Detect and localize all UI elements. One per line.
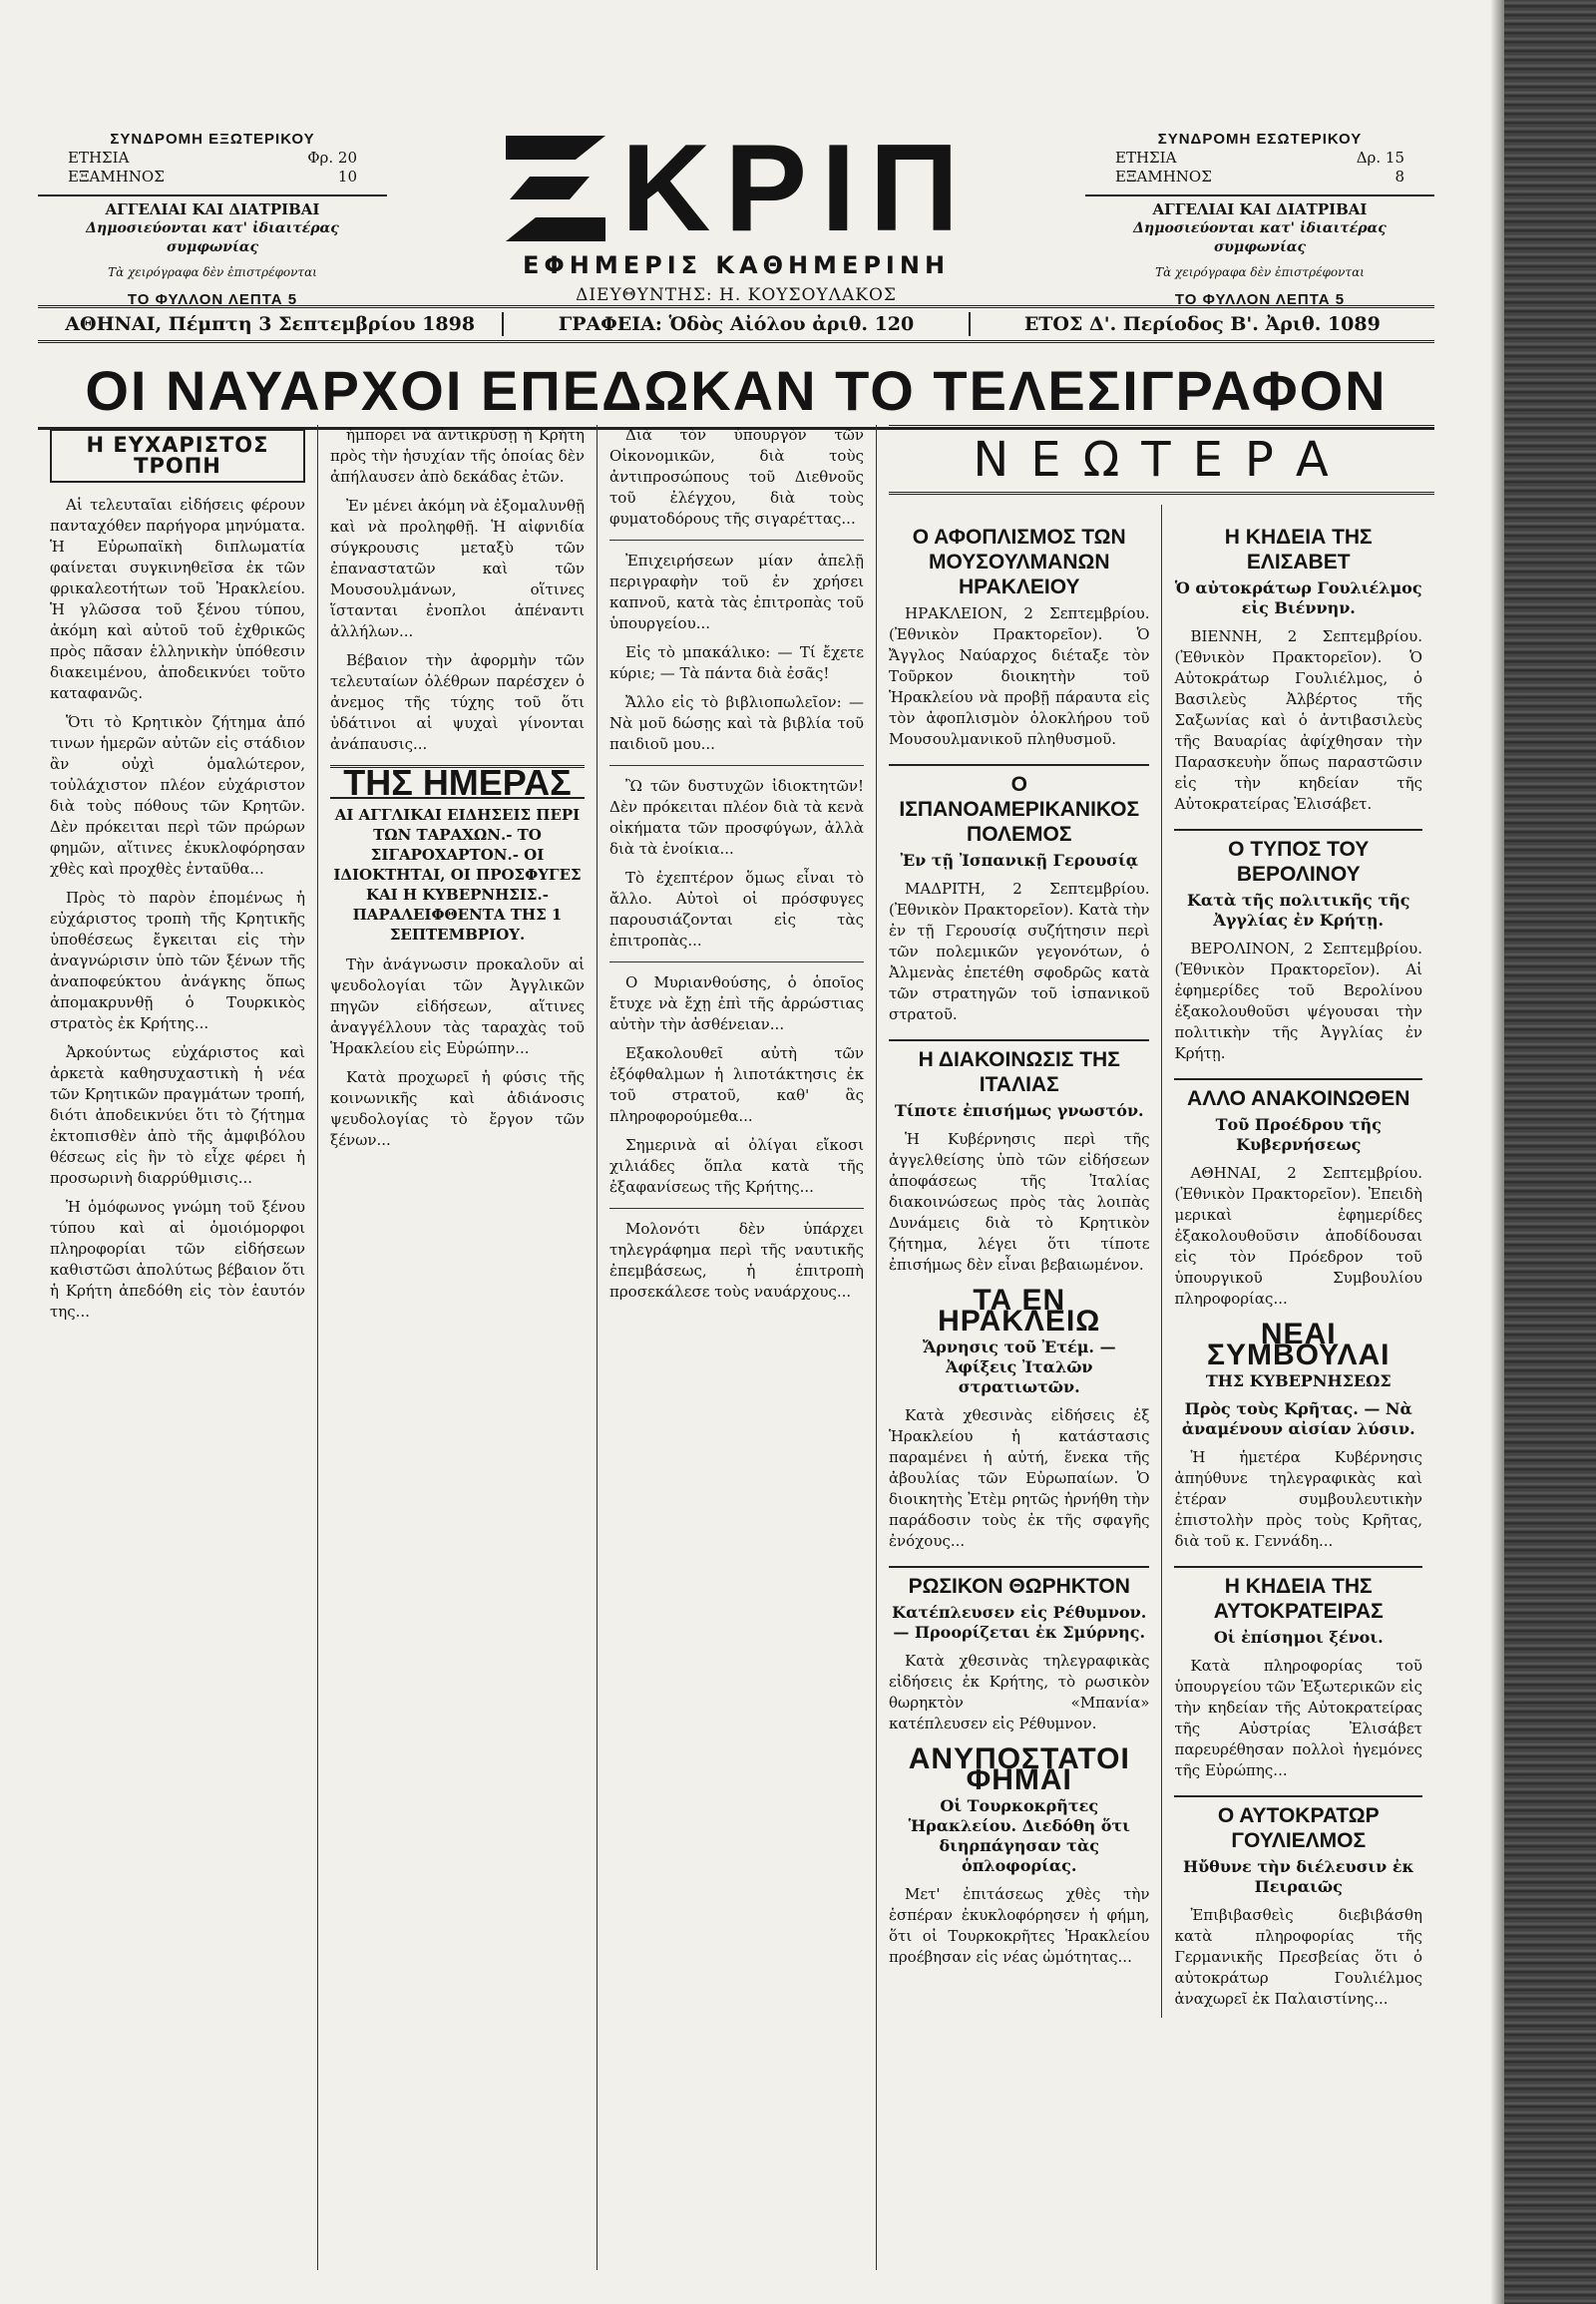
right-manuscripts-note: Τὰ χειρόγραφα δὲν ἐπιστρέφονται xyxy=(1155,265,1365,279)
news-title: ΡΩΣΙΚΟΝ ΘΩΡΗΚΤΟΝ xyxy=(889,1566,1149,1599)
article-paragraph: Ὢ τῶν δυστυχῶν ἰδιοκτητῶν! Δὲν πρόκειται πλέον διὰ τὰ κενὰ οἰκήματα τῶν προσφύγων, ἀλλὰ διὰ τὰ ἐνοίκια... xyxy=(609,777,864,858)
right-row-value: Δρ. 15 xyxy=(1356,149,1404,167)
article-paragraph: Τὸ ἐχεπτέρον ὅμως εἶναι τὸ ἄλλο. Αὐτοὶ οἱ πρόσφυγες παρουσιάζονται εἰς τὰς ἐπιτροπὰς... xyxy=(609,869,864,950)
article-paragraph: Εξακολουθεῖ αὐτὴ τῶν ἐξόφθαλμων ἡ λιποτάκτησις ἐκ τοῦ στρατοῦ, καθ' ἃς πληροφορούμεθα... xyxy=(609,1044,864,1125)
left-ads-sub: Δημοσιεύονται κατ' ἰδιαιτέρας συμφωνίας xyxy=(86,220,339,255)
news-title: Ο ΤΥΠΟΣ ΤΟΥ ΒΕΡΟΛΙΝΟΥ xyxy=(1174,829,1422,887)
news-text: ΑΘΗΝΑΙ, 2 Σεπτεμβρίου. (Ἐθνικὸν Πρακτορεῖον). Ἐπειδὴ μερικαὶ ἐφημερίδες ἐξακολουθοῦσιν ἀποδίδουσαι εἰς τὸν Πρόεδρον τοῦ ὑπουργικοῦ Συμβουλίου πληροφορίας... xyxy=(1174,1164,1422,1308)
article-paragraph: Σημερινὰ αἱ ὀλίγαι εἴκοσι χιλιάδες ὅπλα κατὰ τῆς ἐξαφανίσεως τῆς Κρήτης... xyxy=(609,1136,864,1196)
news-text: Ἡ Κυβέρνησις περὶ τῆς ἀγγελθείσης ὑπὸ τῶν εἰδήσεων ἀποφάσεως τῆς Ἰταλίας διακοινώσεως πρὸς τὰς λοιπὰς Δυνάμεις διὰ τὸ Κρητικὸν ζήτημα, λέγει ὅτι τίποτε ἐπισήμως δὲν εἶναι βεβαιωμένον. xyxy=(889,1130,1150,1274)
divider xyxy=(609,1208,864,1209)
left-row-value: Φρ. 20 xyxy=(307,149,357,167)
right-price: ΤΟ ΦΥΛΛΟΝ ΛΕΠΤΑ 5 xyxy=(1174,291,1346,308)
column-4 xyxy=(889,505,1161,2018)
left-ads-header: ΑΓΓΕΛΙΑΙ ΚΑΙ ΔΙΑΤΡΙΒΑΙ xyxy=(38,194,387,219)
news-subtitle: Ὁ αὐτοκράτωρ Γουλιέλμος εἰς Βιέννην. xyxy=(1174,578,1422,617)
right-row-label: ΕΞΑΜΗΝΟΣ xyxy=(1115,168,1212,186)
article-paragraph: Ο Μυριανθούσης, ὁ ὁποῖος ἔτυχε νὰ ἔχῃ ἐπὶ τῆς ἀρρώστιας αὐτὴν τὴν ἀσθένειαν... xyxy=(609,973,864,1033)
director-line: ΔΙΕΥΘΥΝΤΗΣ: Η. ΚΟΥΣΟΥΛΑΚΟΣ xyxy=(576,285,897,305)
section-title-tis-imeras: ΤΗΣ ΗΜΕΡΑΣ xyxy=(330,765,585,799)
news-title: Η ΔΙΑΚΟΙΝΩΣΙΣ ΤΗΣ ΙΤΑΛΙΑΣ xyxy=(889,1039,1149,1097)
news-subtitle: Ἄρνησις τοῦ Ἐτέμ. — Ἀφίξεις Ἰταλῶν στρατιωτῶν. xyxy=(922,1338,1116,1396)
column-2 xyxy=(317,425,597,2270)
news-subtitle: Τοῦ Προέδρου τῆς Κυβερνήσεως xyxy=(1215,1115,1382,1154)
news-text: Κατὰ χθεσινὰς τηλεγραφικὰς εἰδήσεις ἐκ Κρήτης, τὸ ρωσικὸν θωρηκτὸν «Μπανία» κατέπλευσεν εἰς Ρέθυμνον. xyxy=(889,1652,1150,1732)
dateline xyxy=(38,305,1434,343)
news-text: Ἡ ἡμετέρα Κυβέρνησις ἀπηύθυνε τηλεγραφικὰς καὶ ἐτέραν συμβουλευτικὴν ἐπιστολὴν πρὸς τοὺς Κρῆτας, διὰ τοῦ κ. Γεννάδη... xyxy=(1174,1448,1422,1550)
date: ΑΘΗΝΑΙ, Πέμπτη 3 Σεπτεμβρίου 1898 xyxy=(65,313,476,335)
article-paragraph: Ἐν μένει ἀκόμη νὰ ἐξομαλυνθῇ καὶ νὰ προληφθῇ. Ἡ αἰφνιδία σύγκρουσις μεταξὺ τῶν ἐπαναστατῶν καὶ τῶν Μουσουλμάνων, οἵτινες ἵστανται ἐνοπλοι ἀπέναντι ἀλλήλων... xyxy=(330,497,585,640)
news-subtitle: Πρὸς τοὺς Κρῆτας. — Νὰ ἀναμένουν αἰσίαν λύσιν. xyxy=(1181,1399,1415,1438)
news-title: ΑΛΛΟ ΑΝΑΚΟΙΝΩΘΕΝ xyxy=(1174,1078,1422,1111)
news-title: Ο ΙΣΠΑΝΟΑΜΕΡΙΚΑΝΙΚΟΣ ΠΟΛΕΜΟΣ xyxy=(889,764,1149,847)
news-title: Ο ΑΦΟΠΛΙΣΜΟΣ ΤΩΝ ΜΟΥΣΟΥΛΜΑΝΩΝ ΗΡΑΚΛΕΙΟΥ xyxy=(912,526,1126,598)
columns xyxy=(38,425,1434,2270)
news-title: Η ΚΗΔΕΙΑ ΤΗΣ ΕΛΙΣΑΒΕΤ xyxy=(1224,526,1373,574)
offices: ΓΡΑΦΕΙΑ: Ὁδὸς Αἰόλου ἀριθ. 120 xyxy=(558,313,915,335)
news-subtitle: Οἱ Τουρκοκρῆτες Ἡρακλείου. Διεδόθη ὅτι διηρπάγησαν τὰς ὁπλοφορίας. xyxy=(908,1796,1130,1875)
news-subtitle: Τίποτε ἐπισήμως γνωστόν. xyxy=(894,1101,1144,1120)
news-title: Η ΚΗΔΕΙΑ ΤΗΣ ΑΥΤΟΚΡΑΤΕΙΡΑΣ xyxy=(1174,1566,1422,1624)
left-row-label: ΕΤΗΣΙΑ xyxy=(68,149,130,167)
article-paragraph: Αἱ τελευταῖαι εἰδήσεις φέρουν πανταχόθεν παρήγορα μηνύματα. Ἡ Εὐρωπαϊκὴ διπλωματία φαίνεται συγκινηθεῖσα ἐκ τῶν φρικαλεοτήτων τοῦ Ἡρακλείου. Ἡ γλῶσσα τοῦ ξένου τύπου, ἀκόμη καὶ αὐτοῦ τοῦ ἐχθρικῶς πρὸς πᾶσαν ἑλληνικὴν ὑπόθεσιν διακειμένου, ἀποδεικνύει τοῦτο καταφανῶς. xyxy=(50,496,305,702)
news-title: ΝΕΑΙ ΣΥΜΒΟΥΛΑΙ xyxy=(1207,1318,1391,1371)
title-block xyxy=(417,120,1055,305)
left-subscription-row xyxy=(38,168,387,187)
column-3 xyxy=(597,425,876,2270)
column-5 xyxy=(1161,505,1434,2018)
masthead xyxy=(38,120,1434,339)
scan-edge-shadow xyxy=(1504,0,1596,2304)
latest-news-block xyxy=(876,425,1434,2270)
news-subtitle: Οἱ ἐπίσημοι ξένοι. xyxy=(1213,1628,1384,1647)
news-text: ΒΕΡΟΛΙΝΟΝ, 2 Σεπτεμβρίου. (Ἐθνικὸν Πρακτορεῖον). Αἱ ἐφημερίδες τοῦ Βερολίνου ἐξακολουθοῦσι ψέγουσαι τὴν πολιτικὴν τῆς Ἀγγλίας ἐν Κρήτῃ. xyxy=(1174,940,1422,1062)
section-deck: ΑΙ ΑΓΓΛΙΚΑΙ ΕΙΔΗΣΕΙΣ ΠΕΡΙ ΤΩΝ ΤΑΡΑΧΩΝ.- ΤΟ ΣΙΓΑΡΟΧΑΡΤΟΝ.- ΟΙ ΙΔΙΟΚΤΗΤΑΙ, ΟΙ ΠΡΟΣΦΥΓΕΣ ΚΑΙ Η ΚΥΒΕΡΝΗΣΙΣ.- ΠΑΡΑΛΕΙΦΘΕΝΤΑ ΤΗΣ 1 ΣΕΠΤΕΜΒΡΙΟΥ. xyxy=(333,806,582,944)
main-headline: ΟΙ ΝΑΥΑΡΧΟΙ ΕΠΕΔΩΚΑΝ ΤΟ ΤΕΛΕΣΙΓΡΑΦΟΝ xyxy=(38,359,1434,430)
article-paragraph: Ἄλλο εἰς τὸ βιβλιοπωλεῖον: — Νὰ μοῦ δώσῃς καὶ τὰ βιβλία τοῦ παιδιοῦ μου... xyxy=(609,693,864,753)
left-row-value: 10 xyxy=(337,168,357,186)
left-ear xyxy=(38,130,387,309)
article-paragraph: Τὴν ἀνάγνωσιν προκαλοῦν αἱ ψευδολογίαι τῶν Ἀγγλικῶν πηγῶν εἰδήσεων, αἵτινες ἀναγγέλλουν τὰς ταραχὰς τοῦ Ἡρακλείου εἰς Εὐρώπην... xyxy=(330,956,585,1057)
article-paragraph: Κατὰ προχωρεῖ ἡ φύσις τῆς κοινωνικῆς καὶ ἀδιάνοσις ψευδολογίας τὸ ἔργον τῶν ξένων... xyxy=(330,1068,585,1149)
article-paragraph: Ἡ ὁμόφωνος γνώμη τοῦ ξένου τύπου καὶ αἱ ὁμοιόμορφοι πληροφορίαι τῶν εἰδήσεων καθιστῶσι ἀπολύτως βέβαιον ὅτι ἡ Κρήτη ἀπεδόθη εἰς τὸν ἑαυτόν της... xyxy=(50,1198,305,1321)
news-subtitle: Ηὔθυνε τὴν διέλευσιν ἐκ Πειραιῶς xyxy=(1182,1857,1414,1896)
news-text: Ἐπιβιβασθεὶς διεβιβάσθη κατὰ πληροφορίας τῆς Γερμανικῆς Πρεσβείας ὅτι ὁ αὐτοκράτωρ Γουλιέλμος ἀναχωρεῖ ἐκ Παλαιστίνης... xyxy=(1174,1906,1422,2008)
logo-text: ΚΡΙΠ xyxy=(620,120,974,257)
news-subtitle: Ἐν τῇ Ἰσπανικῇ Γερουσίᾳ xyxy=(900,851,1139,870)
left-price: ΤΟ ΦΥΛΛΟΝ ΛΕΠΤΑ 5 xyxy=(127,291,298,308)
article-paragraph: Ἀρκούντως εὐχάριστος καὶ ἀρκετὰ καθησυχαστικὴ ἡ νέα τῶν Κρητικῶν πραγμάτων τροπή, διότι ἀποδεικνύει ὅτι τὸ ζήτημα ἐκτοπισθὲν ἀπὸ τῆς ἀμφιβόλου θέσεως εἰς ἣν τὸ εἶχε φέρει ἡ προσωρινὴ διαρρύθμισις... xyxy=(50,1043,305,1187)
news-text: Κατὰ πληροφορίας τοῦ ὑπουργείου τῶν Ἐξωτερικῶν εἰς τὴν κηδείαν τῆς Αὐτοκρατείρας τῆς Αὐστρίας Ἐλισάβετ παρευρέθησαν πολλοὶ ἡγεμόνες τῆς Εὐρώπης... xyxy=(1174,1657,1422,1779)
news-text: Μετ' ἐπιτάσεως χθὲς τὴν ἑσπέραν ἐκυκλοφόρησεν ἡ φήμη, ὅτι οἱ Τουρκοκρῆτες Ἡρακλείου προέβησαν εἰς νέας ὠμότητας... xyxy=(889,1885,1150,1966)
right-ads-sub: Δημοσιεύονται κατ' ἰδιαιτέρας συμφωνίας xyxy=(1133,220,1387,255)
right-subscription-header: ΣΥΝΔΡΟΜΗ ΕΣΩΤΕΡΙΚΟΥ xyxy=(1157,131,1363,148)
left-manuscripts-note: Τὰ χειρόγραφα δὲν ἐπιστρέφονται xyxy=(108,265,317,279)
right-row-value: 8 xyxy=(1395,168,1404,186)
news-text: ΒΙΕΝΝΗ, 2 Σεπτεμβρίου. (Ἐθνικὸν Πρακτορεῖον). Ὁ Αὐτοκράτωρ Γουλιέλμος, ὁ Βασιλεὺς Ἀλβέρτος τῆς Σαξωνίας καὶ ὁ ἀντιβασιλεὺς τῆς Βαυαρίας ἀφίχθησαν τὴν Παρασκευὴν ὅπως παραστῶσιν εἰς τὴν κηδείαν τῆς Αὐτοκρατείρας Ἐλισάβετ. xyxy=(1174,627,1422,813)
article-paragraph: Μολονότι δὲν ὑπάρχει τηλεγράφημα περὶ τῆς ναυτικῆς ἐπεμβάσεως, ἡ ἐπιτροπὴ προσεκάλεσε τοὺς ναυάρχους... xyxy=(609,1220,864,1301)
right-ads-header: ΑΓΓΕΛΙΑΙ ΚΑΙ ΔΙΑΤΡΙΒΑΙ xyxy=(1085,194,1434,219)
logo xyxy=(417,120,1055,257)
right-subscription-row xyxy=(1085,168,1434,187)
divider xyxy=(609,540,864,541)
news-subtitle: Κατὰ τῆς πολιτικῆς τῆς Ἀγγλίας ἐν Κρήτῃ. xyxy=(1186,891,1410,930)
divider xyxy=(609,765,864,766)
paper-subtitle: ΕΦΗΜΕΡΙΣ ΚΑΘΗΜΕΡΙΝΗ xyxy=(522,251,951,279)
newspaper-page xyxy=(38,120,1434,2274)
article-paragraph: Ὅτι τὸ Κρητικὸν ζήτημα ἀπό τινων ἡμερῶν αὐτῶν εἰς στάδιον ἂν οὐχὶ ὁμαλώτερον, τοὐλάχιστον πλέον εὐχάριστον διὰ τοὺς πόθους τῶν Κρητῶν. Δὲν πρόκειται περὶ τῶν πρώρων φημῶν, αἵτινες ἐκυκλοφόρησαν χθὲς καὶ προχθὲς ἐνταῦθα... xyxy=(50,713,305,878)
article-paragraph: Εἰς τὸ μπακάλικο: — Τί ἔχετε κύριε; — Τὰ πάντα διὰ ἐσᾶς! xyxy=(609,643,864,682)
xi-logo-glyph-icon xyxy=(500,130,611,247)
divider xyxy=(609,961,864,962)
article-paragraph: ἡμπορεῖ νὰ ἀντικρύσῃ ἡ Κρήτη πρὸς τὴν ἡσυχίαν τῆς ὁποίας δὲν ἀπήλαυσεν ἀπὸ δεκάδας ἐτῶν. xyxy=(330,426,585,486)
article-paragraph: Πρὸς τὸ παρὸν ἐπομένως ἡ εὐχάριστος τροπὴ τῆς Κρητικῆς ὑποθέσεως ἔγκειται εἰς τὴν ἀναγνώρισιν ὑπὸ τῶν ξένων τῆς ἀναποφεύκτου ἀνάγκης ὅπως ἀπομακρυνθῇ ὁ Τουρκικὸς στρατὸς ἐκ Κρήτης... xyxy=(50,889,305,1032)
issue-number: ΕΤΟΣ Δ'. Περίοδος Β'. Ἀριθ. 1089 xyxy=(1023,313,1381,335)
latest-news-columns xyxy=(889,505,1434,2018)
article-title: Η ΕΥΧΑΡΙΣΤΟΣ ΤΡΟΠΗ xyxy=(50,429,305,483)
right-row-label: ΕΤΗΣΙΑ xyxy=(1115,149,1177,167)
right-subscription-row xyxy=(1085,149,1434,168)
left-subscription-header: ΣΥΝΔΡΟΜΗ ΕΞΩΤΕΡΙΚΟΥ xyxy=(110,131,315,148)
news-title: Ο ΑΥΤΟΚΡΑΤΩΡ ΓΟΥΛΙΕΛΜΟΣ xyxy=(1174,1795,1422,1853)
right-ear xyxy=(1085,130,1434,309)
article-paragraph: Βέβαιον τὴν ἀφορμὴν τῶν τελευταίων ὀλέθρων παρέσχεν ὁ ἀνεμος τῆς τύχης τοῦ ὅτι ὑδάτινοι αἱ ψυχαὶ γίνονται ἀνάπαυσις... xyxy=(330,651,585,753)
column-1 xyxy=(38,425,317,2270)
article-paragraph: Ἐπιχειρήσεων μίαν ἀπελῇ περιγραφὴν τοῦ ἐν χρήσει καπνοῦ, κατὰ τὰς ἐπιτροπὰς τοῦ ὑπουργείου... xyxy=(609,552,864,632)
left-subscription-row xyxy=(38,149,387,168)
news-text: ΗΡΑΚΛΕΙΟΝ, 2 Σεπτεμβρίου. (Ἐθνικὸν Πρακτορεῖον). Ὁ Ἄγγλος Ναύαρχος διέταξε τὸν Τοῦρκον διοικητὴν τοῦ Ἡρακλείου νὰ προβῇ πάραυτα εἰς τὸν ἀφοπλισμὸν ὁλοκλήρου τοῦ Μουσουλμανικοῦ πληθυσμοῦ. xyxy=(889,604,1150,748)
news-subtitle: Κατέπλευσεν εἰς Ρέθυμνον. — Προορίζεται ἐκ Σμύρνης. xyxy=(892,1603,1147,1642)
news-title: ΤΑ ΕΝ ΗΡΑΚΛΕΙΩ xyxy=(938,1284,1101,1338)
article-paragraph: Διὰ τὸν ὑπουργὸν τῶν Οἰκονομικῶν, διὰ τοὺς ἀντιπροσώπους τοῦ Διεθνοῦς τοῦ ἐλέγχου, διὰ τοὺς φυματοδόρους τῆς σιγαρέττας... xyxy=(609,426,864,528)
left-row-label: ΕΞΑΜΗΝΟΣ xyxy=(68,168,165,186)
neotera-banner: ΝΕΩΤΕΡΑ xyxy=(889,425,1434,495)
news-text: ΜΑΔΡΙΤΗ, 2 Σεπτεμβρίου. (Ἐθνικὸν Πρακτορεῖον). Κατὰ τὴν ἐν τῇ Γερουσίᾳ συζήτησιν περὶ τῶν πολεμικῶν γεγονότων, ὁ Ἀλμενὰς ἐπετέθη σφοδρῶς κατὰ τῶν στρατηγῶν τοῦ ἰσπανικοῦ στρατοῦ. xyxy=(889,880,1150,1023)
news-title: ΑΝΥΠΟΣΤΑΤΟΙ ΦΗΜΑΙ xyxy=(908,1742,1130,1796)
news-subtitle: ΤΗΣ ΚΥΒΕΡΝΗΣΕΩΣ xyxy=(1205,1371,1392,1390)
news-text: Κατὰ χθεσινὰς εἰδήσεις ἐξ Ἡρακλείου ἡ κατάστασις παραμένει ἡ αὐτή, ἕνεκα τῆς ἀβουλίας τῶν Εὐρωπαίων. Ὁ διοικητὴς Ἐτὲμ ρητῶς ἠρνήθη τὴν παράδοσιν τοὺς ἐκ τῆς σφαγῆς ἐνόχους... xyxy=(889,1406,1150,1550)
